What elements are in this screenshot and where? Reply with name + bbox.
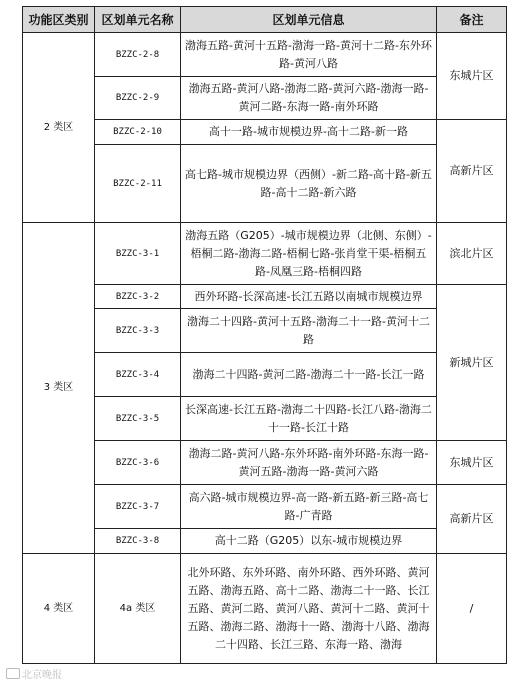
table-row <box>23 223 507 285</box>
unit-info: 高六路-城市规模边界-高一路-新五路-新三路-高七路-广青路 <box>181 485 437 529</box>
note-cell: / <box>437 554 507 664</box>
note-cell: 新城片区 <box>437 285 507 441</box>
unit-code: BZZC-2-9 <box>95 77 181 120</box>
unit-code: BZZC-2-10 <box>95 120 181 145</box>
unit-code: BZZC-3-3 <box>95 309 181 353</box>
watermark-text: 北京晚报 <box>22 670 62 681</box>
unit-info: 渤海二十四路-黄河十五路-渤海二十一路-黄河十二路 <box>181 309 437 353</box>
table-row <box>23 397 507 441</box>
note-cell: 东城片区 <box>437 33 507 120</box>
category-cell: 3 类区 <box>23 223 95 554</box>
unit-info: 渤海五路-黄河八路-渤海二路-黄河六路-渤海一路-黄河二路-东海一路-南外环路 <box>181 77 437 120</box>
table-header-row <box>23 7 507 33</box>
unit-info: 北外环路、东外环路、南外环路、西外环路、黄河五路、渤海五路、高十二路、渤海二十一路、长江五路、黄河二路、黄河八路、黄河十二路、黄河十五路、渤海二路、渤海十一路、渤海十八路、渤海二十四路、长江三路、东海一路、渤海 <box>181 554 437 664</box>
note-cell: 高新片区 <box>437 485 507 554</box>
table-row <box>23 33 507 77</box>
unit-info: 高七路-城市规模边界（西侧）-新二路-高十路-新五路-高十二路-新六路 <box>181 145 437 223</box>
camera-icon <box>6 668 20 679</box>
table-row <box>23 120 507 145</box>
unit-info: 渤海五路-黄河十五路-渤海一路-黄河十二路-东外环路-黄河八路 <box>181 33 437 77</box>
table-row <box>23 145 507 223</box>
note-cell: 东城片区 <box>437 441 507 485</box>
header-unit-info: 区划单元信息 <box>181 7 437 33</box>
table-row <box>23 77 507 120</box>
unit-code: BZZC-3-5 <box>95 397 181 441</box>
unit-code: BZZC-2-11 <box>95 145 181 223</box>
unit-info: 西外环路-长深高速-长江五路以南城市规模边界 <box>181 285 437 309</box>
unit-code: 4a 类区 <box>95 554 181 664</box>
table-row <box>23 309 507 353</box>
table-row <box>23 529 507 554</box>
table-row <box>23 353 507 397</box>
unit-code: BZZC-3-1 <box>95 223 181 285</box>
table-row <box>23 441 507 485</box>
unit-info: 渤海二路-黄河八路-东外环路-南外环路-东海一路-黄河五路-渤海一路-黄河六路 <box>181 441 437 485</box>
unit-code: BZZC-3-7 <box>95 485 181 529</box>
note-cell: 滨北片区 <box>437 223 507 285</box>
category-cell: 4 类区 <box>23 554 95 664</box>
unit-code: BZZC-3-6 <box>95 441 181 485</box>
unit-info: 长深高速-长江五路-渤海二十四路-长江八路-渤海二十一路-长江十路 <box>181 397 437 441</box>
table-row <box>23 485 507 529</box>
unit-code: BZZC-3-2 <box>95 285 181 309</box>
watermark <box>6 666 62 681</box>
header-category: 功能区类别 <box>23 7 95 33</box>
unit-code: BZZC-2-8 <box>95 33 181 77</box>
note-cell: 高新片区 <box>437 120 507 223</box>
header-unit-name: 区划单元名称 <box>95 7 181 33</box>
unit-info: 渤海五路（G205）-城市规模边界（北侧、东侧）-梧桐二路-渤海二路-梧桐七路-张肖堂干渠-梧桐五路-凤凰三路-梧桐四路 <box>181 223 437 285</box>
unit-code: BZZC-3-8 <box>95 529 181 554</box>
category-cell: 2 类区 <box>23 33 95 223</box>
zoning-table <box>22 6 507 664</box>
header-note: 备注 <box>437 7 507 33</box>
table-row <box>23 285 507 309</box>
unit-info: 高十一路-城市规模边界-高十二路-新一路 <box>181 120 437 145</box>
unit-info: 渤海二十四路-黄河二路-渤海二十一路-长江一路 <box>181 353 437 397</box>
unit-info: 高十二路（G205）以东-城市规模边界 <box>181 529 437 554</box>
unit-code: BZZC-3-4 <box>95 353 181 397</box>
table-row <box>23 554 507 664</box>
